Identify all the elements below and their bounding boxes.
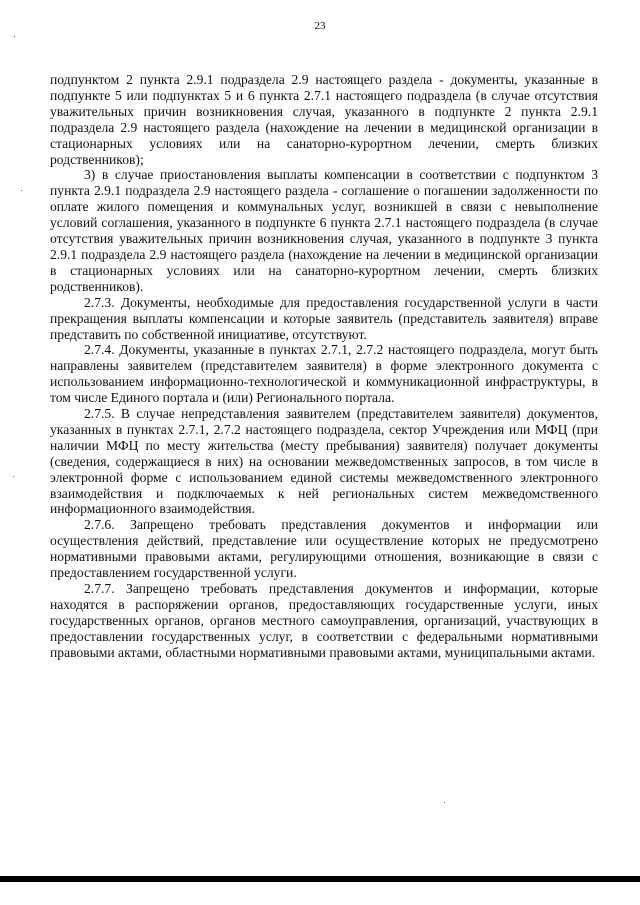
paragraph-2-7-5: 2.7.5. В случае непредставления заявителем (представителем заявителя) документов, указанных в пунктах 2.7.1, 2.7.2 настоящего подраздела, сектор Учреждения или МФЦ (при наличии МФЦ по месту жительства (месту пребывания) заявителя) получает документы (сведения, содержащиеся в них) на основании межведомственных запросов, в том числе в электронной форме с использованием единой системы межведомственного электронного взаимодействия и подключаемых к ней региональных систем межведомственного информационного взаимодействия. (50, 406, 598, 517)
scan-speck (21, 190, 22, 191)
paragraph-2-7-3: 2.7.3. Документы, необходимые для предоставления государственной услуги в части прекращения выплаты компенсации и которые заявитель (представитель заявителя) вправе представить по собственной инициативе, отсутствуют. (50, 294, 598, 342)
paragraph-item-3: 3) в случае приостановления выплаты компенсации в соответствии с подпунктом 3 пункта 2.9.1 подраздела 2.9 настоящего раздела - соглашение о погашении задолженности по оплате жилого помещения и коммунальных услуг, возникшей в связи с невыполнение условий соглашения, указанного в подпункте 6 пункта 2.7.1 настоящего подраздела (в случае отсутствия уважительных причин возникновения случая, указанного в подпункте 3 пункта 2.9.1 подраздела 2.9 настоящего раздела (нахождение на лечении в медицинской организации в стационарных условиях или на санаторно-курортном лечении, смерть близких родственников). (50, 167, 598, 294)
page-number: 23 (314, 20, 326, 32)
paragraph-2-7-6: 2.7.6. Запрещено требовать представления документов и информации или осуществления действий, представление или осуществление которых не предусмотрено нормативными правовыми актами, регулирующими отношения, возникающие в связи с предоставлением государственной услуги. (50, 517, 598, 581)
document-body (50, 72, 598, 661)
scan-speck (14, 36, 15, 37)
paragraph-2-7-4: 2.7.4. Документы, указанные в пунктах 2.7.1, 2.7.2 настоящего подраздела, могут быть направлены заявителем (представителем заявителя) в форме электронного документа с использованием информационно-технологической и коммуникационной инфраструктуры, в том числе Единого портала и (или) Регионального портала. (50, 342, 598, 406)
paragraph-2-7-7: 2.7.7. Запрещено требовать представления документов и информации, которые находятся в распоряжении органов, предоставляющих государственные услуги, иных государственных органов, органов местного самоуправления, организаций, участвующих в предоставлении государственных услуг, в соответствии с федеральными нормативными правовыми актами, областными нормативными правовыми актами, муниципальными актами. (50, 581, 598, 660)
scan-speck (13, 476, 14, 477)
paragraph-continuation: подпунктом 2 пункта 2.9.1 подраздела 2.9 настоящего раздела - документы, указанные в подпункте 5 или подпунктах 5 и 6 пункта 2.7.1 настоящего подраздела (в случае отсутствия уважительных причин возникновения случая, указанного в подпункте 2 пункта 2.9.1 подраздела 2.9 настоящего раздела (нахождение на лечении в медицинской организации в стационарных условиях или на санаторно-курортном лечении, смерть близких родственников); (50, 72, 598, 167)
scan-speck (444, 802, 445, 803)
scan-border-bottom (0, 876, 640, 882)
